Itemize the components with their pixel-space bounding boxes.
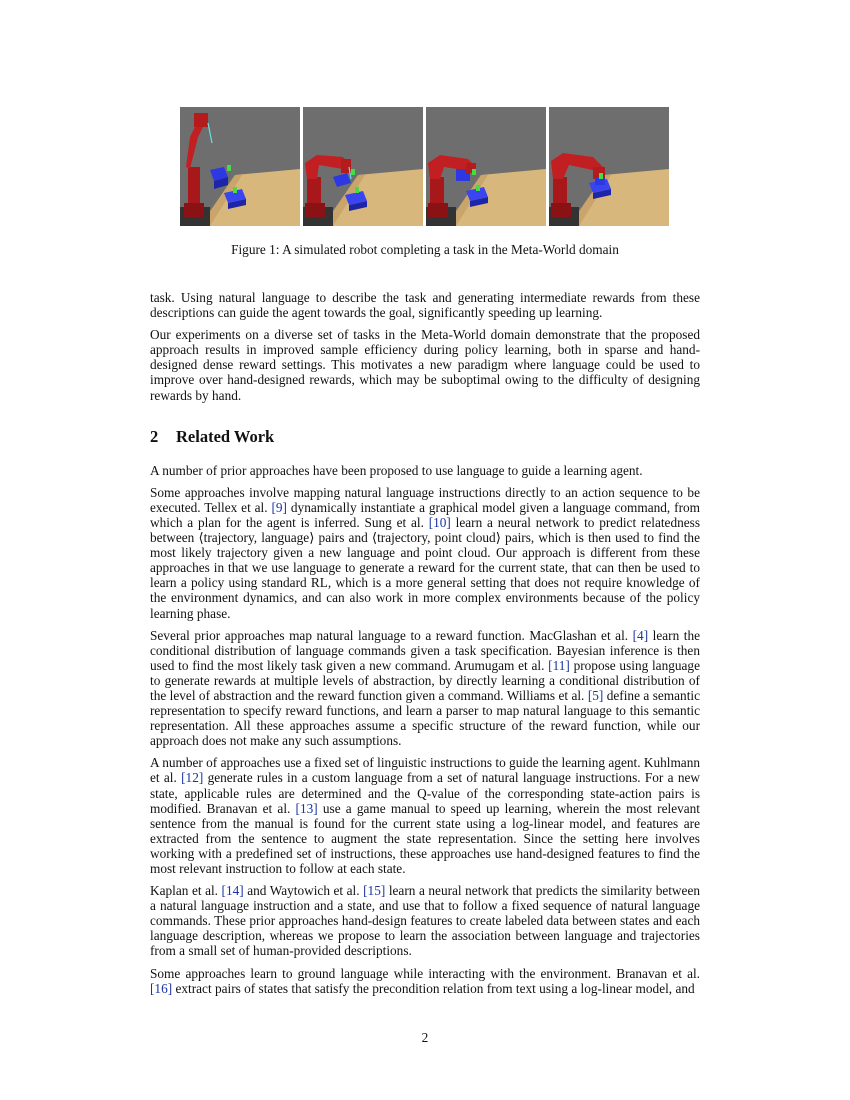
robot-panel-3 [426,107,546,226]
citation-link[interactable]: [16] [150,980,173,996]
related-paragraph-1: A number of prior approaches have been proposed to use language to guide a learning agent. [150,462,643,478]
citation-link[interactable]: [4] [632,627,649,643]
citation-link[interactable]: [5] [587,687,604,703]
citation-link[interactable]: [15] [363,883,386,899]
related-paragraph-3: Several prior approaches map natural language to a reward function. MacGlashan et al. [4] learn the conditional distribution of language commands given a task specification. Bayesian inference is then used to find the most likely task given a new command. Arumugam et al. [11] propose using language to generate rewards at multiple levels of abstraction, by directly learning a conditional distribution of the level of abstraction and the reward function given a command. Williams et al. [5] define a semantic representation to specify reward functions, and learn a parser to map natural language to this semantic representation. All these approaches assume a specific structure of the reward function, while our approach does not make any such assumptions. [150,627,701,749]
citation-link[interactable]: [9] [271,499,287,515]
related-paragraph-4: A number of approaches use a fixed set of linguistic instructions to guide the learning agent. Kuhlmann et al. [12] generate rules in a custom language from a set of natural language instructions. For a new state, applicable rules are determined and the Q-value of the corresponding state-action pairs is modified. Branavan et al. [13] use a game manual to speed up learning, wherein the most relevant sentence from the manual is found for the current state using a log-linear model, and features are extracted from the sentence to augment the state representation. Since the setting here involves working with a predefined set of instructions, these approaches use hand-designed features to find the most relevant instruction to follow at each state. [150,755,700,876]
figure-caption: Figure 1: A simulated robot completing a task in the Meta-World domain [231,242,619,257]
figure-1 [180,107,670,226]
section-number: 2 [150,426,159,446]
related-paragraph-2: Some approaches involve mapping natural language instructions directly to an action sequence to be executed. Tellex et al. [9] dynamically instantiate a graphical model given a language command, from which a plan for the agent is inferred. Sung et al. [10] learn a neural network to predict relatedness between ⟨trajectory, language⟩ pairs and ⟨trajectory, point cloud⟩ pairs, which is then used to find the most likely trajectory given a new language and point cloud. Our approach is different from these approaches in that we use language to generate a reward for the current state, that can then be used to learn a policy using standard RL, which is a more general setting that does not require knowledge of the environment dynamics, and can also work in more complex environments because of the policy learning phase. [150,484,700,621]
related-paragraph-5: Kaplan et al. [14] and Waytowich et al. [15] learn a neural network that predicts the similarity between a natural language instruction and a state, and use that to follow a fixed sequence of natural language commands. These prior approaches hand-design features to create labeled data between states and each language description, whereas we propose to learn the association between language and trajectories from a small set of human-provided descriptions. [150,883,700,959]
robot-panel-4 [549,107,669,226]
citation-link[interactable]: [10] [428,514,451,530]
citation-link[interactable]: [13] [295,800,318,816]
page-body [150,290,700,1003]
robot-panel-1 [180,107,300,226]
citation-link[interactable]: [12] [181,770,204,786]
related-paragraph-6: Some approaches learn to ground language while interacting with the environment. Branavan et al. [16] extract pairs of states that satisfy the precondition relation from text using a log-linear model, and [150,965,700,996]
page-number: 2 [421,1030,429,1045]
intro-paragraph-2: Our experiments on a diverse set of tasks in the Meta-World domain demonstrate that the proposed approach results in improved sample efficiency during policy learning, both in sparse and hand-designed dense reward settings. This motivates a new paradigm where language could be used to improve over hand-designed rewards, which may be suboptimal owing to the difficulty of designing rewards by hand. [150,327,700,403]
citation-link[interactable]: [11] [548,657,570,673]
robot-panel-2 [303,107,423,226]
intro-paragraph-1: task. Using natural language to describe the task and generating intermediate rewards from these descriptions can guide the agent towards the goal, significantly speeding up learning. [150,290,700,321]
section-title: Related Work [176,426,275,446]
section-heading [150,427,700,447]
citation-link[interactable]: [14] [221,883,244,899]
